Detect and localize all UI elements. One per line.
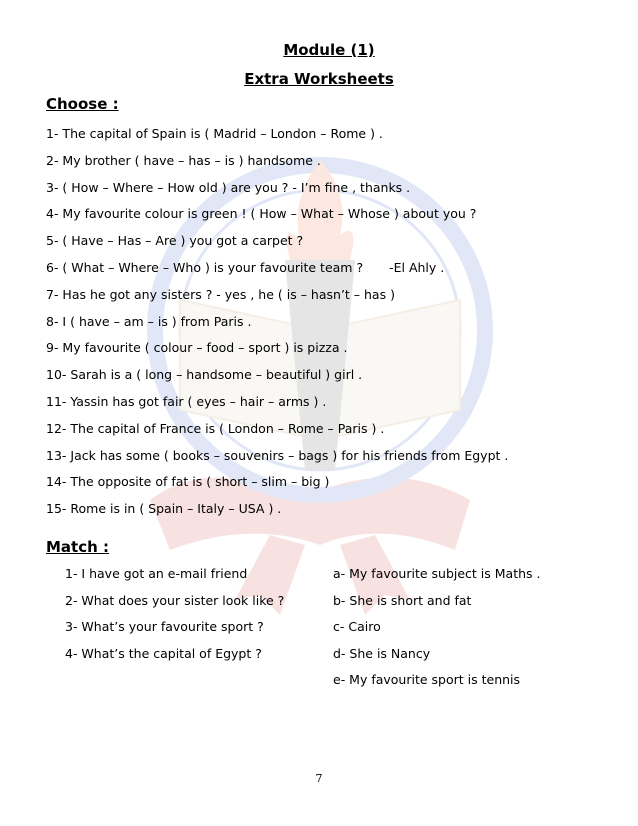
match-right-item-b: b- She is short and fat [333,592,472,608]
match-left-item-3: 3- What’s your favourite sport ? [65,619,264,634]
choose-question-15: 15- Rome is in ( Spain – Italy – USA ) . [46,501,282,517]
choose-question-12: 12- The capital of France is ( London – Rome – Paris ) . [46,420,385,436]
match-left-column [65,565,284,671]
choose-question-7: 7- Has he got any sisters ? - yes , he ( is – hasn’t – has ) [46,286,395,302]
choose-question-list [46,125,508,527]
choose-question-6 [46,259,508,286]
choose-question-9: 9- My favourite ( colour – food – sport ) is pizza . [46,340,348,356]
match-left-item-2: 2- What does your sister look like ? [65,592,285,608]
page-number: 7 [315,772,323,785]
module-title: Module (1) [283,41,375,59]
choose-question-6-answer: -El Ahly . [389,259,445,275]
match-right-item-e: e- My favourite sport is tennis [333,672,521,687]
choose-question-10: 10- Sarah is a ( long – handsome – beautiful ) girl . [46,367,363,383]
choose-question-2: 2- My brother ( have – has – is ) handsome . [46,152,321,168]
choose-question-8: 8- I ( have – am – is ) from Paris . [46,313,252,329]
match-right-item-c: c- Cairo [333,619,381,634]
choose-question-4: 4- My favourite colour is green ! ( How – What – Whose ) about you ? [46,206,477,222]
choose-question-3: 3- ( How – Where – How old ) are you ? - I’m fine , thanks . [46,179,411,195]
choose-question-11: 11- Yassin has got fair ( eyes – hair – arms ) . [46,393,327,409]
choose-question-1: 1- The capital of Spain is ( Madrid – London – Rome ) . [46,126,383,141]
match-left-item-4: 4- What’s the capital of Egypt ? [65,645,262,661]
worksheet-title: Extra Worksheets [244,70,394,88]
choose-question-13: 13- Jack has some ( books – souvenirs – bags ) for his friends from Egypt . [46,447,509,463]
choose-question-6-text: 6- ( What – Where – Who ) is your favourite team ? [46,259,364,275]
choose-question-14: 14- The opposite of fat is ( short – slim – big ) [46,474,330,490]
choose-question-5: 5- ( Have – Has – Are ) you got a carpet ? [46,233,304,249]
match-right-column [333,565,540,698]
match-section-title: Match : [46,538,110,556]
match-right-item-a: a- My favourite subject is Maths . [333,566,541,581]
match-left-item-1: 1- I have got an e-mail friend [65,566,248,581]
choose-section-title: Choose : [46,95,119,113]
match-right-item-d: d- She is Nancy [333,645,431,661]
